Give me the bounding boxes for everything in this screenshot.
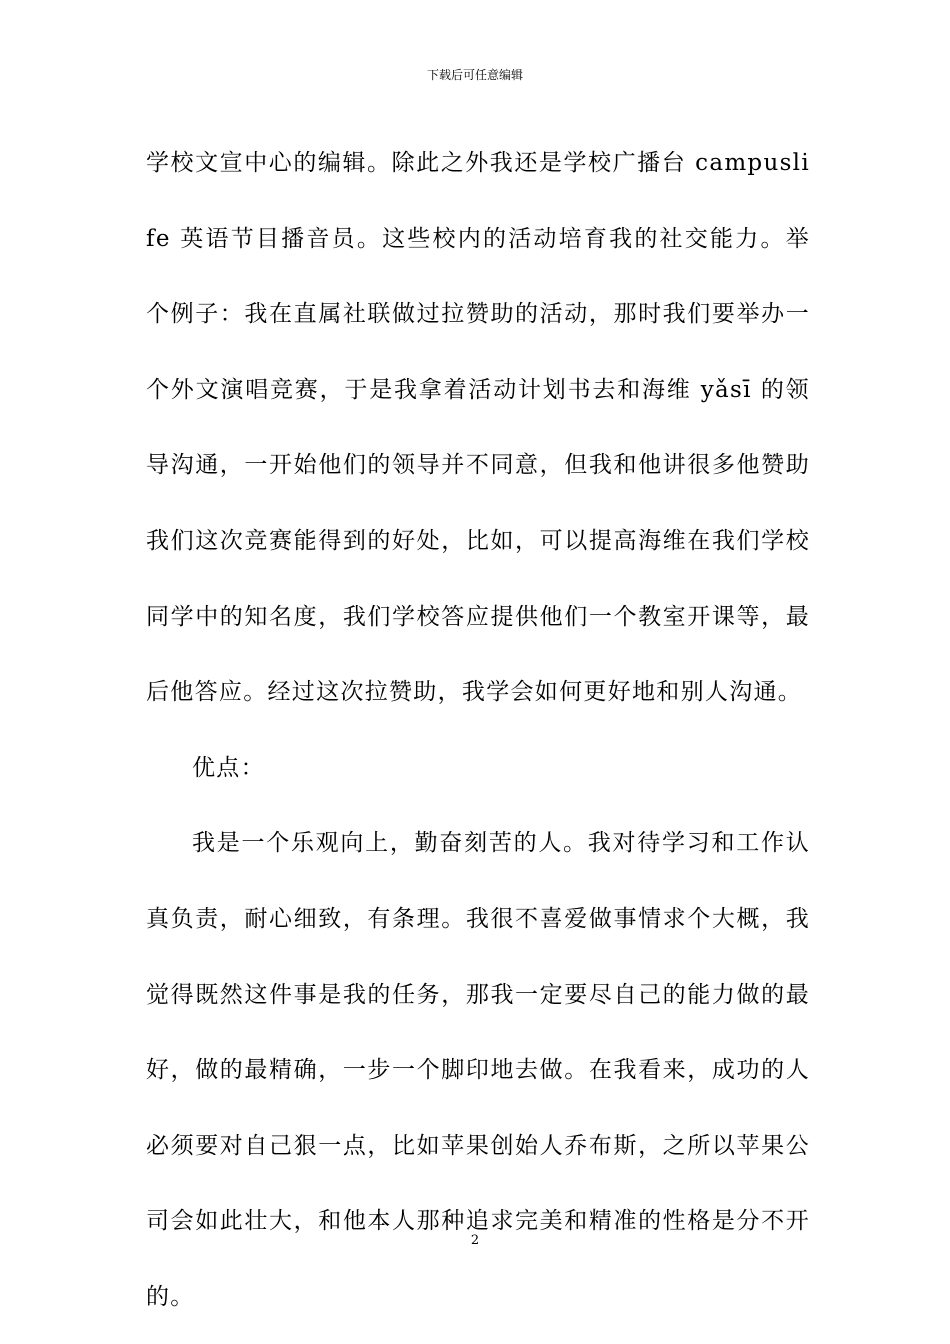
page-number: 2: [470, 1233, 480, 1248]
paragraph-strengths: 我是一个乐观向上，勤奋刻苦的人。我对待学习和工作认真负责，耐心细致，有条理。我很不喜爱做事情求个大概，我觉得既然这件事是我的任务，那我一定要尽自己的能力做的最好，做的最精确，一步一个脚印地去做。在我看来，成功的人必须要对自己狠一点，比如苹果创始人乔布斯，之所以苹果公司会如此壮大，和他本人那种追求完美和精准的性格是分不开的。: [146, 830, 810, 1310]
page-header: 下载后可任意编辑: [426, 68, 523, 82]
section-heading-strengths: 优点：: [192, 754, 265, 781]
paragraph-continuation: 学校文宣中心的编辑。除此之外我还是学校广播台 campuslife 英语节目播音员。这些校内的活动培育我的社交能力。举个例子：我在直属社联做过拉赞助的活动，那时我们要举办一个外文演唱竞赛，于是我拿着活动计划书去和海维 yǎsī 的领导沟通，一开始他们的领导并不同意，但我和他讲很多他赞助我们这次竞赛能得到的好处，比如，可以提高海维在我们学校同学中的知名度，我们学校答应提供他们一个教室开课等，最后他答应。经过这次拉赞助，我学会如何更好地和别人沟通。: [146, 150, 810, 706]
document-body: [146, 126, 810, 1336]
